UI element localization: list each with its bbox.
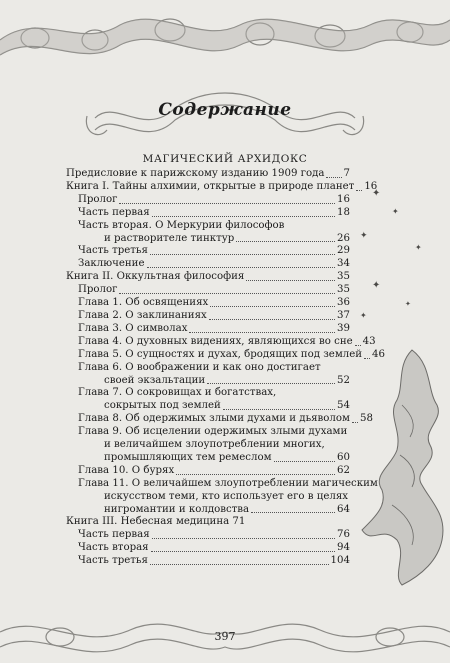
toc-entry [66, 375, 350, 388]
toc-leader-dots [246, 280, 335, 281]
toc-leader-dots [210, 306, 335, 307]
toc-entry [66, 452, 350, 465]
page-number: 397 [214, 630, 236, 643]
svg-text:✦: ✦ [415, 243, 422, 252]
toc-entry [66, 477, 378, 491]
toc-entry [66, 465, 350, 478]
toc-entry-title: Глава 1. Об освящениях [78, 297, 209, 309]
toc-entry [66, 271, 350, 284]
toc-leader-dots [356, 190, 362, 191]
toc-entry-page: 52 [337, 374, 350, 386]
toc-entry [66, 180, 378, 194]
toc-entry [66, 335, 376, 349]
toc-entry-page: 76 [337, 529, 350, 541]
svg-text:✦: ✦ [392, 207, 399, 216]
toc-leader-dots [223, 409, 335, 410]
toc-entry-title: и растворителе тинктур [104, 232, 235, 244]
toc-entry-title: Часть вторая. О Меркурии философов [78, 219, 285, 231]
toc-entry [66, 284, 350, 297]
toc-entry-title: Глава 5. О сущностях и духах, бродящих под землей [78, 348, 363, 360]
toc-entry-title: Глава 6. О воображении и как оно достигает [78, 361, 321, 373]
toc-entry-page: 39 [337, 322, 350, 334]
dragon-illustration [352, 345, 450, 590]
toc-entry-page: 18 [337, 206, 350, 218]
toc-entry [66, 207, 350, 220]
toc-entry [66, 233, 350, 246]
toc-entry-page: 34 [337, 258, 350, 270]
toc-leader-dots [119, 203, 335, 204]
toc-leader-dots [119, 293, 335, 294]
toc-entry [66, 258, 350, 271]
toc-entry [66, 297, 350, 310]
toc-entry [66, 400, 350, 413]
toc-entry-title: искусством теми, кто использует его в целях [104, 490, 348, 502]
toc-leader-dots [236, 241, 335, 242]
toc-entry-page: 35 [337, 284, 350, 296]
toc-entry [66, 413, 373, 426]
svg-text:✦: ✦ [360, 231, 368, 241]
toc-entry-title: нигромантии и колдовства [104, 503, 250, 515]
toc-entry [66, 426, 350, 439]
toc-entry-page: 16 [364, 180, 378, 192]
toc-entry [66, 439, 350, 452]
toc-entry-page: 54 [337, 400, 350, 412]
toc-leader-dots [209, 319, 335, 320]
svg-text:✦: ✦ [405, 300, 411, 308]
section-subheading: МАГИЧЕСКИЙ АРХИДОКС [142, 153, 308, 165]
toc-entry-page: 36 [337, 297, 350, 309]
toc-entry-title: своей экзальтации [104, 374, 206, 386]
toc-leader-dots [152, 216, 335, 217]
toc-entry-page: 46 [372, 348, 386, 360]
toc-entry-title: Глава 3. О символах [78, 322, 188, 334]
toc-leader-dots [150, 564, 329, 565]
page-heading: Содержание [158, 100, 292, 120]
toc-entry-title: Глава 8. Об одержимых злыми духами и дьяволом [78, 413, 350, 425]
toc-entry-title: и величайшем злоупотреблении многих, [104, 439, 325, 451]
svg-text:✦: ✦ [360, 311, 367, 320]
toc-leader-dots [355, 345, 361, 346]
toc-entry-title: Глава 4. О духовных видениях, являющихся во сне [78, 335, 353, 347]
toc-entry [66, 245, 350, 258]
toc-entry-title: Предисловие к парижскому изданию 1909 года [66, 168, 325, 179]
toc-leader-dots [151, 551, 335, 552]
top-scroll-ornament [0, 0, 450, 80]
toc-entry-page: 29 [337, 245, 350, 257]
toc-leader-dots [189, 332, 335, 333]
toc-entry-title: Заключение [78, 258, 145, 270]
toc-entry-page: 35 [337, 271, 350, 283]
toc-entry [66, 362, 350, 375]
toc-entry-page: 104 [330, 555, 350, 567]
toc-entry-title: Часть третья [78, 245, 148, 257]
toc-leader-dots [152, 538, 335, 539]
toc-entry-page: 58 [359, 413, 373, 425]
toc-entry [66, 491, 350, 504]
toc-entry-page: 64 [337, 503, 350, 515]
toc-entry-title: Глава 7. О сокровищах и богатствах, [78, 387, 277, 399]
toc-entry-title: Книга III. Небесная медицина 71 [66, 516, 246, 528]
toc-leader-dots [326, 177, 341, 178]
toc-leader-dots [251, 512, 335, 513]
toc-leader-dots [207, 383, 335, 384]
toc-leader-dots [176, 474, 335, 475]
toc-leader-dots [147, 267, 336, 268]
toc-entry-title: Часть вторая [78, 542, 149, 554]
toc-entry [66, 387, 350, 400]
toc-leader-dots [364, 358, 370, 359]
toc-entry-title: Часть первая [78, 206, 150, 218]
toc-entry-page: 37 [337, 309, 350, 321]
toc-entry [66, 542, 350, 555]
toc-entry-title: Книга II. Оккультная философия [66, 271, 245, 283]
toc-entry [66, 310, 350, 323]
svg-text:✦: ✦ [372, 188, 381, 199]
toc-entry-title: Глава 2. О заклинаниях [78, 309, 207, 321]
toc-entry-title: промышляющих тем ремеслом [104, 451, 272, 463]
toc-leader-dots [274, 461, 336, 462]
toc-entry [66, 555, 350, 568]
toc-entry-title: Глава 10. О бурях [78, 464, 175, 476]
toc-entry [66, 194, 350, 207]
toc-entry-page: 60 [337, 451, 350, 463]
toc-entry [66, 504, 350, 517]
toc-entry-title: Часть третья [78, 555, 148, 567]
toc-entry-page: 62 [337, 464, 350, 476]
toc-entry-page: 94 [337, 542, 350, 554]
toc-entry [66, 168, 350, 181]
toc-leader-dots [150, 254, 335, 255]
table-of-contents [66, 168, 386, 568]
toc-entry-page: 43 [362, 335, 376, 347]
toc-leader-dots [352, 422, 358, 423]
toc-entry [66, 220, 350, 233]
toc-entry [66, 323, 350, 336]
toc-entry-title: Книга I. Тайны алхимии, открытые в природе планет [66, 180, 355, 192]
toc-entry [66, 529, 350, 542]
toc-entry-page: 7 [343, 168, 350, 179]
toc-entry-title: Глава 9. Об исцелении одержимых злыми духами [78, 426, 348, 438]
svg-text:✦: ✦ [372, 280, 381, 291]
toc-entry [66, 348, 386, 362]
toc-entry-page: 26 [337, 232, 350, 244]
toc-entry [66, 516, 350, 529]
toc-entry-title: Пролог [78, 193, 118, 205]
toc-entry-page: 16 [337, 193, 350, 205]
toc-entry-title: сокрытых под землей [104, 400, 221, 412]
toc-entry-title: Пролог [78, 284, 118, 296]
toc-entry-title: Глава 11. О величайшем злоупотреблении магическим [78, 477, 378, 489]
toc-entry-title: Часть первая [78, 529, 150, 541]
